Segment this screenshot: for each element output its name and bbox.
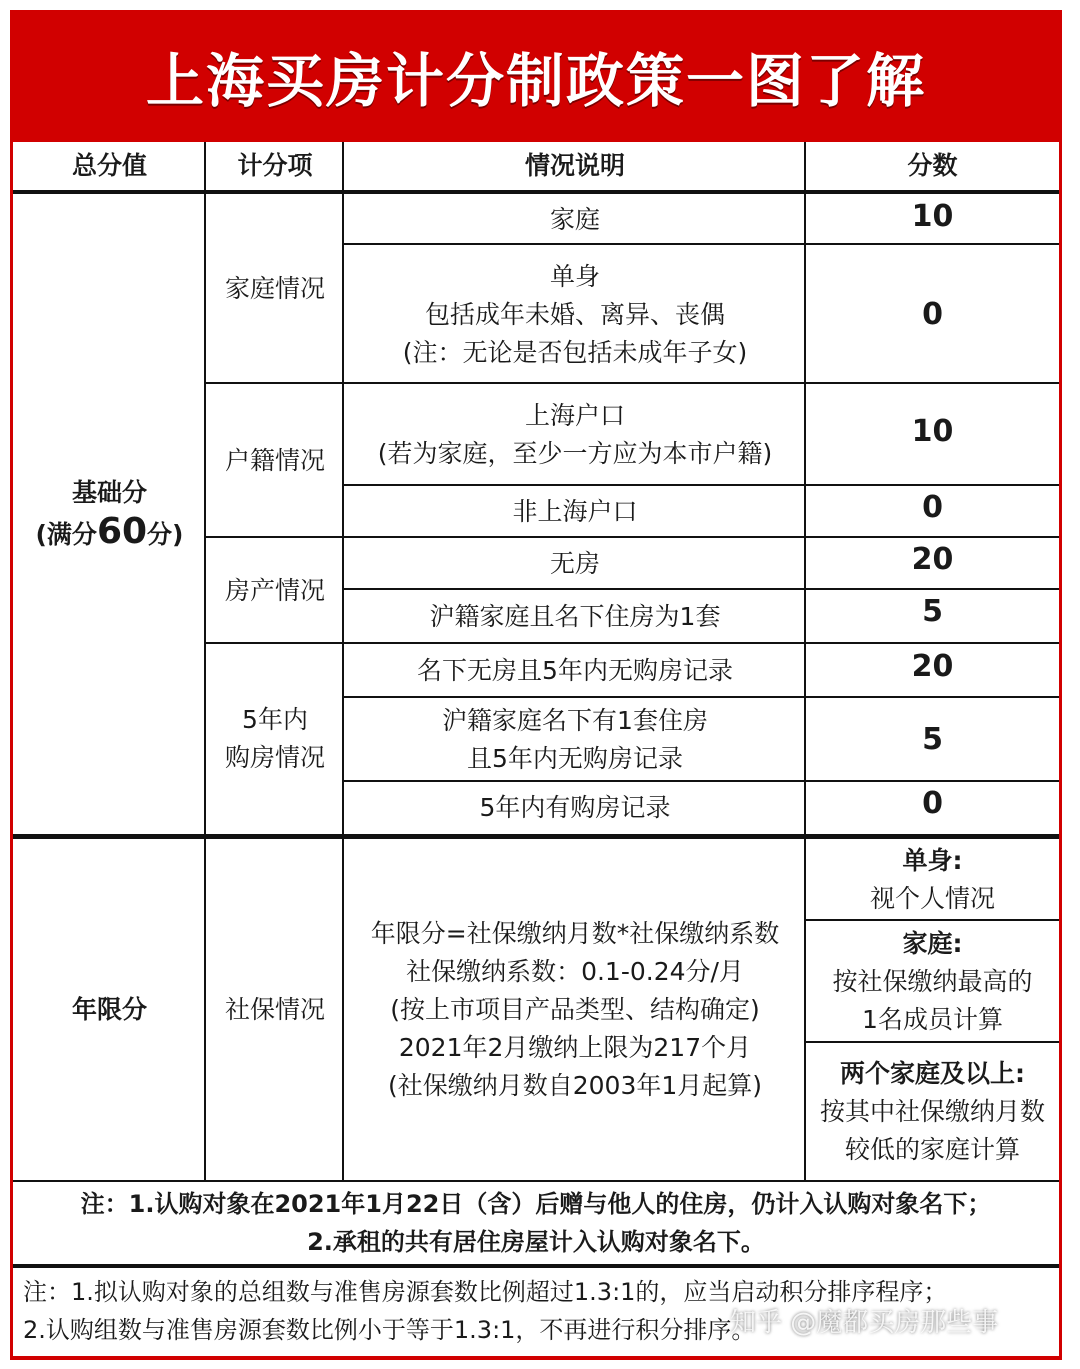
base-sub-post: 分)	[147, 519, 184, 549]
divider	[342, 142, 344, 1180]
score-family: 10	[911, 198, 954, 234]
base-score-label	[13, 194, 206, 834]
header-total: 总分值	[71, 151, 147, 180]
divider	[13, 834, 1059, 839]
base-sub-pre: (满分	[35, 519, 97, 549]
score-single: 0	[922, 296, 943, 332]
note-bold-line1: 注：1.认购对象在2021年1月22日（含）后赠与他人的住房，仍计入认购对象名下；	[80, 1190, 992, 1218]
desc-social-security	[344, 839, 806, 1181]
score-non-hukou: 0	[922, 490, 943, 525]
desc-ss-line3: (按上市项目产品类型、结构确定)	[390, 995, 760, 1024]
category-purchase-line2: 购房情况	[224, 743, 325, 772]
divider	[806, 919, 1059, 921]
divider	[344, 588, 1059, 590]
score-one-house-no-record: 5	[922, 722, 943, 757]
divider	[806, 1041, 1059, 1043]
divider	[206, 536, 1059, 538]
page-title: 上海买房计分制政策一图了解	[145, 47, 926, 115]
desc-ss-line2: 社保缴纳系数：0.1-0.24分/月	[406, 957, 744, 986]
desc-has-record: 5年内有购房记录	[479, 793, 671, 822]
desc-one-house-no-record-line1: 沪籍家庭名下有1套住房	[442, 706, 708, 735]
header-item: 计分项	[237, 151, 313, 180]
divider	[206, 642, 1059, 644]
score-one-house: 5	[922, 594, 943, 629]
policy-table	[13, 142, 1059, 1356]
score-year-multi-title: 两个家庭及以上:	[840, 1059, 1025, 1088]
base-label-text: 基础分	[71, 477, 147, 507]
score-shanghai-hukou: 10	[911, 413, 954, 449]
score-year-family-text1: 按社保缴纳最高的	[832, 967, 1033, 996]
score-year-multi-text2: 较低的家庭计算	[844, 1135, 1020, 1164]
category-hukou: 户籍情况	[224, 446, 325, 475]
score-year-family	[806, 921, 1059, 1043]
category-purchase	[206, 644, 344, 834]
desc-single-line1: 单身	[549, 261, 600, 291]
divider	[344, 484, 1059, 486]
score-year-single-text: 视个人情况	[869, 884, 995, 913]
score-year-family-text2: 1名成员计算	[862, 1005, 1003, 1034]
desc-ss-line5: (社保缴纳月数自2003年1月起算)	[387, 1071, 763, 1100]
desc-non-hukou: 非上海户口	[512, 497, 638, 526]
note-bold-line2: 2.承租的共有居住房屋计入认购对象名下。	[307, 1228, 765, 1256]
category-family: 家庭情况	[224, 274, 325, 303]
category-property: 房产情况	[224, 576, 325, 605]
score-year-single	[806, 839, 1059, 921]
desc-single-line3: (注：无论是否包括未成年子女)	[402, 337, 748, 367]
note-plain-line2: 2.认购组数与准售房源套数比例小于等于1.3:1，不再进行积分排序。	[23, 1316, 756, 1344]
divider	[344, 780, 1059, 782]
divider	[344, 243, 1059, 245]
base-sub-num: 60	[96, 510, 148, 552]
divider	[804, 142, 806, 1180]
category-purchase-line1: 5年内	[242, 705, 308, 734]
watermark: 知乎 @魔都买房那些事	[730, 1308, 999, 1338]
divider	[13, 1180, 1059, 1182]
desc-single	[344, 245, 806, 384]
desc-family: 家庭	[549, 204, 600, 234]
score-year-single-title: 单身:	[902, 846, 963, 875]
score-has-record: 0	[922, 786, 943, 821]
desc-no-record: 名下无房且5年内无购房记录	[417, 656, 733, 685]
divider	[13, 190, 1059, 194]
category-social-security: 社保情况	[224, 995, 325, 1024]
base-label-sub	[36, 512, 184, 555]
desc-ss-line1: 年限分=社保缴纳月数*社保缴纳系数	[370, 919, 780, 948]
divider	[13, 1264, 1059, 1268]
score-no-record: 20	[911, 649, 954, 684]
header-desc: 情况说明	[524, 151, 625, 180]
desc-ss-line4: 2021年2月缴纳上限为217个月	[398, 1033, 752, 1062]
desc-one-house-no-record-line2: 且5年内无购房记录	[467, 744, 683, 773]
divider	[206, 382, 1059, 384]
desc-no-house: 无房	[549, 549, 600, 578]
desc-one-house-no-record	[344, 698, 806, 782]
header-score: 分数	[907, 151, 958, 180]
desc-hukou-line2: (若为家庭，至少一方应为本市户籍)	[377, 439, 773, 468]
score-no-house: 20	[911, 542, 954, 577]
desc-hukou-line1: 上海户口	[524, 401, 625, 430]
divider	[204, 142, 206, 1180]
note-plain-line1: 注：1.拟认购对象的总组数与准售房源套数比例超过1.3:1的，应当启动积分排序程序；	[23, 1278, 948, 1306]
note-bold	[13, 1182, 1059, 1264]
year-score-label: 年限分	[71, 995, 147, 1024]
desc-shanghai-hukou	[344, 384, 806, 486]
desc-single-line2: 包括成年未婚、离异、丧偶	[424, 299, 725, 329]
score-year-family-title: 家庭:	[902, 929, 963, 958]
score-year-multi-text1: 按其中社保缴纳月数	[819, 1097, 1045, 1126]
divider	[344, 696, 1059, 698]
desc-one-house: 沪籍家庭且名下住房为1套	[429, 602, 721, 631]
score-year-multi	[806, 1043, 1059, 1181]
